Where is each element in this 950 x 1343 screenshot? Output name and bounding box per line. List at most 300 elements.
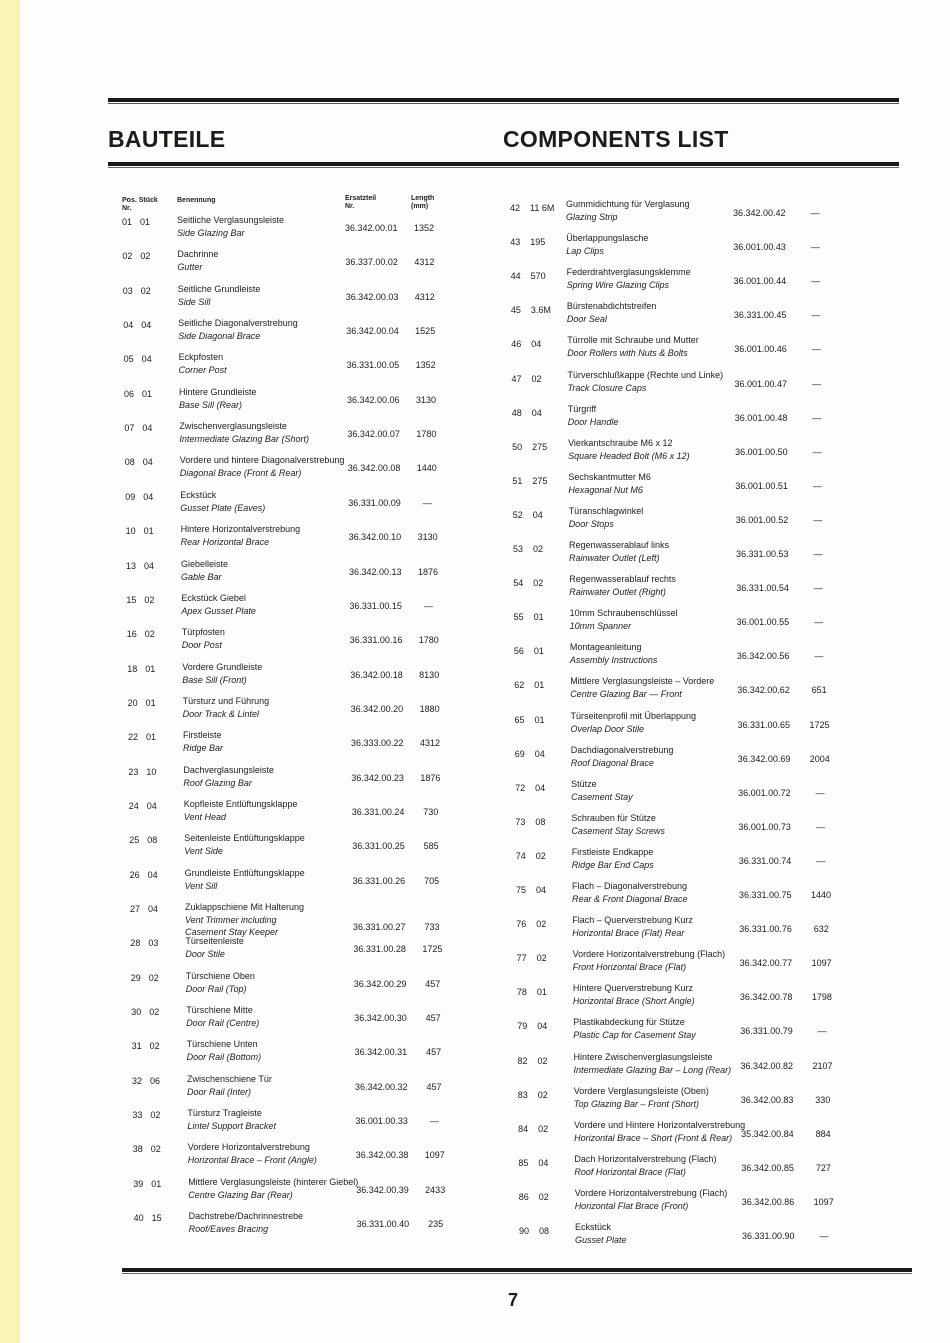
pos-number: 30	[131, 1007, 142, 1018]
part-number: 36.342.00.01	[345, 223, 398, 233]
name-german: Vierkantschraube M6 x 12	[568, 437, 673, 448]
pos-number: 24	[128, 800, 139, 811]
part-number: 36.331.00.65	[737, 719, 791, 730]
part-number: 36.331.00.05	[346, 360, 400, 371]
part-number: 36.331.00.74	[738, 855, 792, 866]
quantity: 11 6M	[530, 203, 555, 213]
quantity: 06	[150, 1075, 161, 1086]
length-mm: —	[812, 480, 822, 491]
length-mm: 2433	[425, 1184, 446, 1195]
quantity: 02	[144, 594, 155, 605]
quantity: 04	[532, 509, 543, 520]
table-row	[0, 812, 950, 844]
quantity: 01	[143, 526, 154, 537]
quantity: 01	[533, 612, 544, 623]
pos-number: 73	[515, 816, 526, 827]
table-row	[0, 675, 950, 707]
name-english: Base Sill (Rear)	[179, 399, 243, 410]
pos-number: 03	[122, 285, 133, 296]
name-english: Track Closure Caps	[567, 382, 647, 393]
quantity: 01	[140, 217, 151, 227]
table-row	[0, 471, 950, 503]
table-row	[0, 232, 950, 264]
name-english: Glazing Strip	[566, 212, 618, 222]
length-mm: —	[814, 617, 824, 628]
name-english: Diagonal Brace (Front & Rear)	[179, 468, 302, 479]
quantity: 570	[530, 271, 546, 282]
length-mm: 733	[424, 922, 440, 932]
length-mm: —	[811, 310, 821, 321]
length-mm: 1876	[420, 772, 441, 783]
part-number: 36.342.00.08	[347, 463, 401, 474]
pos-number: 39	[133, 1178, 144, 1189]
pos-number: 10	[125, 526, 136, 537]
quantity: 04	[141, 354, 152, 365]
length-mm: 884	[815, 1128, 831, 1139]
name-german: Türpfosten	[181, 627, 225, 638]
pos-number: 13	[126, 560, 137, 571]
quantity: 02	[536, 953, 547, 964]
name-german: Hintere Horizontalverstrebung	[180, 524, 301, 535]
name-english: Door Rail (Bottom)	[186, 1052, 262, 1063]
part-number: 36.342.00.77	[739, 958, 793, 969]
pos-number: 09	[125, 491, 136, 502]
name-german: Vordere und hintere Diagonalverstrebung	[179, 455, 345, 466]
length-mm: —	[812, 378, 821, 389]
part-number: 36.342.00.78	[739, 992, 793, 1003]
name-german: Zwischenverglasungsleiste	[179, 421, 287, 432]
table-row	[0, 1085, 950, 1117]
pos-number: 75	[516, 885, 527, 895]
name-german: Hintere Querverstrebung Kurz	[572, 983, 693, 994]
table-row	[0, 334, 950, 366]
quantity: 04	[147, 869, 158, 880]
table-row	[0, 573, 950, 605]
name-english: Centre Glazing Bar (Rear)	[188, 1189, 293, 1200]
name-english: Rear Horizontal Brace	[180, 537, 270, 548]
quantity: 15	[151, 1213, 162, 1224]
table-row	[0, 198, 950, 230]
name-german: Dach Horizontalverstrebung (Flach)	[574, 1153, 717, 1164]
length-mm: —	[811, 344, 821, 355]
part-number: 36.342.00.56	[736, 651, 790, 662]
part-number: 36.337.00.02	[345, 257, 398, 268]
part-number: 36.342.00.03	[345, 291, 399, 302]
pos-number: 04	[123, 320, 134, 331]
part-number: 36.342.00.69	[737, 753, 791, 764]
name-english: Apex Gusset Plate	[181, 605, 256, 616]
pos-number: 18	[127, 663, 138, 674]
part-number: 35.342.00.84	[741, 1128, 794, 1139]
length-mm: 1525	[415, 326, 436, 337]
name-english: Door Post	[181, 640, 222, 651]
quantity: 01	[534, 714, 545, 725]
pos-number: 78	[516, 987, 527, 998]
part-number: 36.001.00.50	[735, 446, 788, 457]
pos-number: 65	[514, 714, 525, 725]
part-number: 36.342.00.38	[355, 1150, 409, 1161]
length-mm: 1352	[413, 223, 435, 233]
part-number: 36.001.00.48	[734, 412, 788, 423]
length-mm: 632	[813, 924, 829, 935]
name-german: Seitliche Grundleiste	[177, 283, 261, 294]
part-number: 36.342.00.18	[350, 669, 403, 680]
name-english: Vent Side	[184, 846, 223, 857]
quantity: 04	[531, 407, 542, 418]
length-mm: —	[812, 446, 822, 457]
quantity: 04	[148, 904, 159, 914]
name-english: Side Sill	[177, 296, 211, 307]
part-number: 36.331.00.40	[356, 1219, 410, 1230]
pos-number: 79	[517, 1021, 528, 1032]
table-row	[0, 403, 950, 435]
header-rule	[108, 162, 899, 166]
length-mm: 1798	[811, 992, 832, 1003]
length-mm: 1880	[419, 703, 440, 714]
length-mm: 457	[425, 1013, 441, 1024]
length-mm: —	[815, 821, 825, 832]
part-number: 36.342.00.20	[350, 703, 404, 714]
name-german: Zwischenschiene Tür	[187, 1073, 272, 1084]
quantity: 01	[145, 697, 156, 708]
name-english: Roof/Eaves Bracing	[188, 1224, 269, 1235]
name-german: Vordere Grundleiste	[182, 661, 263, 672]
pos-number: 15	[126, 594, 137, 605]
name-english: Centre Glazing Bar — Front	[570, 689, 682, 700]
length-mm: 1780	[418, 635, 439, 646]
quantity: 04	[534, 748, 545, 759]
name-english: Vent Trimmer including Casement Stay Keeper	[185, 915, 279, 937]
part-number: 36.342.00.04	[346, 326, 399, 337]
name-german: Mittlere Verglasungsleiste – Vordere	[570, 676, 715, 687]
quantity: 04	[538, 1157, 549, 1168]
name-english: Door Rail (Top)	[185, 983, 247, 994]
name-english: Door Rail (Centre)	[186, 1018, 260, 1029]
table-row	[0, 505, 950, 537]
pos-number: 26	[129, 869, 140, 880]
part-number: 36.342.00.07	[347, 429, 400, 440]
pos-number: 32	[132, 1075, 143, 1086]
quantity: 01	[534, 680, 545, 691]
length-mm: —	[813, 549, 823, 559]
table-row	[0, 982, 950, 1014]
pos-number: 56	[513, 646, 524, 657]
name-english: Door Seal	[566, 314, 607, 325]
name-german: Firstleiste	[183, 730, 222, 741]
quantity: 04	[143, 491, 154, 502]
name-german: Flach – Diagonalverstrebung	[572, 881, 688, 891]
name-english: Plastic Cap for Casement Stay	[573, 1030, 696, 1041]
quantity: 01	[146, 732, 157, 743]
name-german: Eckstück Giebel	[181, 592, 246, 603]
quantity: 01	[142, 388, 153, 399]
pos-number: 48	[511, 407, 522, 418]
name-english: Rear & Front Diagonal Brace	[572, 894, 688, 904]
part-number: 36.342.00.29	[353, 978, 407, 989]
name-german: Seitenleiste Entlüftungsklappe	[184, 833, 305, 844]
bottom-rule-thin	[122, 1273, 912, 1274]
name-english: Base Sill (Front)	[182, 674, 247, 685]
part-number: 36.342.00.10	[348, 532, 402, 543]
quantity: 02	[531, 373, 542, 384]
pos-number: 08	[124, 457, 135, 468]
length-mm: 730	[423, 806, 439, 817]
table-row	[0, 1051, 950, 1083]
title-german: BAUTEILE	[108, 126, 226, 152]
name-english: Rainwater Outlet (Right)	[569, 587, 666, 598]
name-german: Regenwasserablauf links	[569, 540, 670, 550]
quantity: 01	[151, 1178, 162, 1189]
name-english: Intermediate Glazing Bar (Short)	[179, 434, 309, 445]
table-row	[0, 539, 950, 571]
pos-number: 83	[517, 1089, 528, 1100]
name-english: Gusset Plate (Eaves)	[180, 502, 266, 513]
pos-number: 38	[132, 1144, 143, 1155]
name-english: Top Glazing Bar – Front (Short)	[573, 1098, 700, 1109]
quantity: 02	[536, 919, 547, 930]
pos-number: 07	[124, 423, 135, 434]
quantity: 02	[538, 1191, 549, 1202]
name-german: Bürstenabdichtstreifen	[566, 301, 657, 312]
pos-number: 42	[510, 203, 521, 213]
part-number: 36.331.00.90	[742, 1231, 795, 1241]
pos-number: 47	[511, 373, 522, 384]
name-german: Vordere Verglasungsleiste (Oben)	[573, 1085, 709, 1096]
name-german: Vordere Horizontalverstrebung	[187, 1142, 310, 1153]
title-english: COMPONENTS LIST	[503, 126, 729, 152]
name-german: Mittlere Verglasungsleiste (hinterer Giebel)	[188, 1176, 359, 1187]
quantity: 04	[537, 1021, 548, 1032]
quantity: 04	[531, 339, 542, 350]
quantity: 02	[149, 1041, 160, 1052]
part-number: 36.342.00.31	[354, 1047, 408, 1058]
part-number: 36.331.00.26	[352, 875, 406, 886]
pos-number: 05	[123, 354, 134, 365]
table-row	[0, 948, 950, 980]
header-rule-thin	[108, 167, 899, 168]
length-mm: —	[816, 855, 826, 866]
length-mm: 1097	[811, 958, 832, 969]
part-number: 36.001.00.52	[735, 514, 789, 525]
part-number: 36.342.00.86	[741, 1196, 795, 1207]
part-number: 36.342.00.83	[740, 1094, 794, 1105]
quantity: 01	[145, 663, 156, 674]
name-german: Türsturz Tragleiste	[187, 1108, 262, 1119]
name-english: Roof Horizontal Brace (Flat)	[574, 1166, 686, 1177]
part-number: 36.001.00.43	[733, 242, 786, 253]
length-mm: —	[810, 242, 820, 253]
name-german: Türseitenleiste	[185, 936, 244, 947]
quantity: 08	[539, 1226, 550, 1236]
part-number: 36.331.00.28	[353, 944, 406, 955]
table-row	[0, 1187, 950, 1219]
quantity: 02	[533, 578, 544, 589]
name-german: 10mm Schraubenschlüssel	[569, 608, 678, 619]
pos-number: 82	[517, 1055, 528, 1066]
length-mm: —	[422, 497, 432, 508]
quantity: 04	[141, 320, 152, 331]
name-german: Dachdiagonalverstrebung	[570, 744, 674, 755]
name-english: Horizontal Brace – Front (Angle)	[187, 1155, 317, 1166]
name-english: Ridge Bar End Caps	[571, 859, 654, 870]
table-row	[0, 710, 950, 742]
length-mm: —	[423, 600, 433, 611]
quantity: 04	[142, 423, 153, 434]
length-mm: —	[810, 208, 820, 218]
part-number: 36.331.00.53	[736, 549, 789, 559]
quantity: 02	[140, 285, 151, 296]
name-german: Eckstück	[575, 1222, 612, 1232]
pos-number: 53	[513, 544, 524, 554]
name-english: Gable Bar	[181, 571, 222, 582]
pos-number: 51	[512, 475, 523, 486]
quantity: 02	[537, 1089, 548, 1100]
part-number: 36.001.00.44	[733, 276, 787, 287]
length-mm: 457	[426, 1081, 442, 1092]
part-number: 36.331.00.24	[351, 806, 405, 817]
name-german: Zuklappschiene Mit Halterung	[185, 902, 305, 912]
part-number: 36.342.00.23	[351, 772, 404, 783]
pos-number: 43	[510, 237, 521, 248]
quantity: 02	[148, 972, 159, 983]
length-mm: 585	[423, 841, 439, 852]
name-english: Horizontal Brace (Short Angle)	[572, 996, 695, 1007]
part-number: 36.342.00.30	[354, 1013, 407, 1024]
name-german: Montageanleitung	[569, 642, 642, 653]
name-german: Türverschlußkappe (Rechte und Linke)	[567, 369, 724, 380]
name-english: Horizontal Brace (Flat) Rear	[572, 928, 685, 939]
quantity: 10	[146, 766, 157, 777]
name-english: Side Glazing Bar	[177, 228, 245, 238]
pos-number: 25	[129, 835, 140, 846]
name-english: Door Rollers with Nuts & Bolts	[567, 348, 688, 359]
part-number: 36.342.00.42	[733, 208, 786, 218]
length-mm: 705	[424, 875, 440, 886]
name-english: Hexagonal Nut M6	[568, 484, 643, 495]
length-mm: 3130	[417, 532, 438, 543]
name-german: Seitliche Diagonalverstrebung	[178, 318, 298, 329]
name-english: Ridge Bar	[183, 743, 224, 754]
length-mm: 2107	[812, 1060, 833, 1071]
table-row	[0, 778, 950, 810]
pos-number: 20	[127, 697, 138, 708]
name-german: Überlappungslasche	[566, 233, 649, 244]
length-mm: 1876	[417, 566, 439, 577]
name-german: Sechskantmutter M6	[568, 471, 651, 482]
name-german: Türschiene Mitte	[186, 1005, 253, 1016]
pos-number: 69	[514, 748, 525, 759]
column-header-part-no: Ersatzteil Nr.	[345, 195, 377, 210]
name-german: Hintere Zwischenverglasungsleiste	[573, 1051, 713, 1062]
table-row	[0, 914, 950, 946]
name-english: Lintel Support Bracket	[187, 1121, 276, 1132]
table-row	[0, 369, 950, 401]
page-number: 7	[507, 1290, 518, 1310]
quantity: 04	[146, 800, 157, 811]
name-german: Giebelleiste	[181, 558, 229, 569]
name-english: Front Horizontal Brace (Flat)	[572, 962, 687, 973]
name-german: Vordere und Hintere Horizontalverstrebung	[574, 1119, 746, 1130]
name-english: Corner Post	[178, 365, 227, 376]
name-german: Flach – Querverstrebung Kurz	[572, 915, 693, 926]
name-english: Lap Clips	[566, 246, 604, 257]
length-mm: 1097	[813, 1196, 834, 1207]
length-mm: 235	[428, 1219, 444, 1230]
name-english: Square Headed Bolt (M6 x 12)	[568, 450, 690, 461]
name-german: Federdrahtverglasungsklemme	[566, 267, 691, 278]
quantity: 03	[148, 938, 159, 949]
length-mm: —	[429, 1116, 439, 1127]
quantity: 02	[537, 1055, 548, 1066]
pos-number: 90	[519, 1226, 530, 1236]
pos-number: 33	[132, 1110, 143, 1121]
name-english: Spring Wire Glazing Clips	[566, 280, 670, 291]
length-mm: —	[813, 514, 823, 525]
length-mm: —	[812, 412, 822, 423]
length-mm: 1725	[809, 719, 830, 730]
table-row	[0, 607, 950, 639]
pos-number: 01	[122, 217, 133, 227]
part-number: 36.333.00.22	[351, 738, 404, 749]
part-number: 36.342.00.62	[737, 685, 790, 696]
name-german: Türanschlagwinkel	[568, 505, 644, 516]
part-number: 36.331.00.16	[349, 635, 403, 646]
name-english: Roof Glazing Bar	[183, 777, 252, 788]
quantity: 02	[150, 1110, 161, 1121]
name-german: Dachverglasungsleiste	[183, 764, 274, 775]
table-row	[0, 1119, 950, 1151]
pos-number: 46	[511, 339, 522, 350]
name-english: Rainwater Outlet (Left)	[569, 553, 660, 563]
part-number: 36.331.00.27	[353, 922, 406, 932]
pos-number: 45	[510, 305, 521, 316]
part-number: 36.331.00.25	[352, 841, 405, 852]
quantity: 04	[536, 885, 547, 895]
pos-number: 40	[133, 1213, 144, 1224]
name-german: Türschiene Unten	[186, 1039, 258, 1050]
quantity: 275	[532, 475, 548, 486]
pos-number: 55	[513, 612, 524, 623]
length-mm: 3130	[415, 394, 437, 405]
length-mm: 1352	[415, 360, 436, 371]
length-mm: 4312	[414, 291, 435, 302]
name-english: Casement Stay Screws	[571, 825, 665, 836]
pos-number: 29	[130, 972, 141, 983]
name-german: Türschiene Oben	[185, 970, 255, 981]
part-number: 36.001.00.33	[355, 1116, 408, 1127]
pos-number: 27	[130, 904, 141, 914]
length-mm: —	[817, 1026, 827, 1037]
name-german: Türrolle mit Schraube und Mutter	[567, 335, 699, 346]
pos-number: 86	[518, 1191, 529, 1202]
pos-number: 52	[512, 509, 523, 520]
pos-number: 84	[518, 1123, 529, 1134]
part-number: 36.331.00.54	[736, 583, 789, 594]
name-german: Türsturz und Führung	[182, 695, 270, 706]
length-mm: —	[813, 583, 823, 594]
name-german: Dachrinne	[177, 249, 219, 260]
part-number: 36.001.00.73	[738, 821, 791, 832]
part-number: 36.331.00.79	[740, 1026, 793, 1037]
name-german: Vordere Horizontalverstrebung (Flach)	[574, 1187, 728, 1198]
quantity: 02	[538, 1123, 549, 1134]
name-german: Türseitenprofil mit Überlappung	[570, 710, 697, 721]
pos-number: 44	[510, 271, 521, 282]
name-german: Eckpfosten	[178, 352, 224, 363]
bottom-rule	[122, 1268, 912, 1272]
name-german: Gummidichtung für Verglasung	[566, 199, 690, 209]
part-number: 36.001.00.46	[734, 344, 787, 355]
